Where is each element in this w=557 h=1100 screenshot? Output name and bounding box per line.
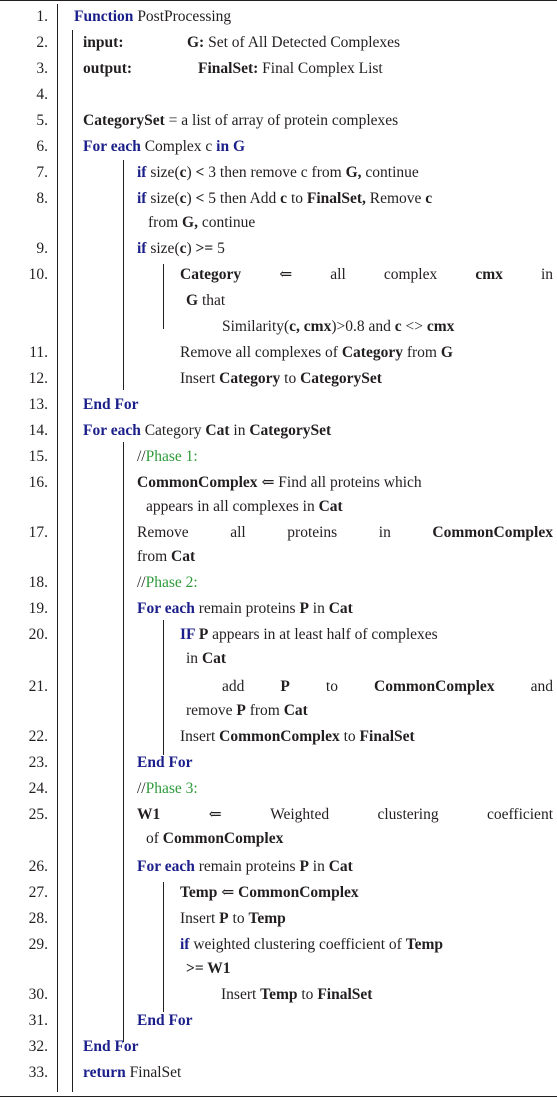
line-21 (0, 674, 557, 700)
statement-text: Remove (365, 190, 426, 207)
variable: c (425, 190, 433, 207)
variable: P (236, 702, 246, 719)
line-24 (0, 776, 557, 802)
line-number: 5. (36, 112, 48, 129)
statement-text: Remove all complexes of (180, 344, 342, 361)
statement-text: in (308, 600, 329, 617)
keyword: IF (180, 626, 195, 643)
variable: c (179, 164, 187, 181)
statement-text: continue (361, 164, 419, 181)
statement-text: FinalSet (125, 1064, 182, 1081)
statement-text: proteins (287, 524, 338, 541)
statement-text: = a list of array of protein complexes (164, 112, 399, 129)
operator: <> (401, 318, 427, 335)
param-name: G: (187, 34, 205, 51)
statement-text: to (280, 370, 301, 387)
line-number: 2. (36, 34, 48, 51)
statement-text: in (186, 650, 202, 667)
line-25-continuation (0, 826, 557, 852)
statement-text: Insert (180, 728, 220, 745)
line-7 (0, 160, 557, 186)
line-number: 25. (28, 806, 48, 823)
line-2 (0, 30, 557, 56)
line-number: 30. (28, 986, 48, 1003)
line-17-continuation (0, 544, 557, 570)
line-33 (0, 1060, 557, 1086)
statement-text: in (378, 524, 391, 541)
line-number: 31. (28, 1012, 48, 1029)
variable: Cat (171, 548, 196, 565)
param-desc: Set of All Detected Complexes (204, 34, 401, 51)
statement-text: ) (186, 164, 196, 181)
statement-text: remain proteins (194, 600, 300, 617)
line-6 (0, 134, 557, 160)
statement-text: weighted clustering coefficient of (189, 936, 406, 953)
variable: CommonComplex (219, 728, 340, 745)
statement-text: complex (383, 266, 438, 283)
variable: P (299, 858, 309, 875)
statement-text: appears in all complexes in (146, 498, 319, 515)
statement-text: to (228, 910, 249, 927)
variable: Cat (328, 600, 353, 617)
line-number: 33. (28, 1064, 48, 1081)
phase-comment: Phase 2: (145, 574, 198, 591)
line-number: 12. (28, 370, 48, 387)
statement-text: 3 then remove c from (204, 164, 346, 181)
keyword: Function (74, 8, 134, 25)
keyword: if (137, 164, 147, 181)
function-name: PostProcessing (133, 8, 232, 25)
assign-arrow: ⇐ (217, 884, 239, 901)
variable: CommonComplex (432, 524, 553, 541)
variable: G, (345, 164, 362, 181)
line-12 (0, 366, 557, 392)
variable: CategorySet (249, 422, 332, 439)
line-number: 23. (28, 754, 48, 771)
line-number: 9. (36, 240, 48, 257)
statement-text: 5 (213, 240, 225, 257)
line-16-continuation (0, 494, 557, 520)
line-3 (0, 56, 557, 82)
keyword: For each (137, 600, 195, 617)
line-number: 32. (28, 1038, 48, 1055)
variable: CommonComplex (137, 474, 258, 491)
statement-text: remove (186, 702, 237, 719)
statement-text: Remove (137, 524, 189, 541)
line-20 (0, 622, 557, 648)
line-20-continuation (0, 646, 557, 672)
keyword: if (137, 240, 147, 257)
statement-text: Similarity( (222, 318, 290, 335)
variable: G (440, 344, 453, 361)
line-23 (0, 750, 557, 776)
variable: Cat (205, 422, 230, 439)
line-10 (0, 262, 557, 288)
phase-comment: Phase 1: (145, 448, 198, 465)
line-5 (0, 108, 557, 134)
statement-text: remain proteins (194, 858, 300, 875)
statement-text: size( (146, 164, 180, 181)
line-9 (0, 236, 557, 262)
statement-text: in (308, 858, 329, 875)
line-number: 27. (28, 884, 48, 901)
line-number: 21. (28, 678, 48, 695)
statement-text: ) (186, 190, 196, 207)
assign-arrow: ⇐ (279, 266, 293, 283)
comment-marker: // (137, 780, 146, 797)
variable: Temp (260, 986, 298, 1003)
variable: Cat (328, 858, 353, 875)
line-17 (0, 520, 557, 546)
variable: Category (341, 344, 403, 361)
line-15 (0, 444, 557, 470)
line-30 (0, 982, 557, 1008)
variable: Cat (283, 702, 308, 719)
keyword: return (83, 1064, 126, 1081)
keyword: For each (83, 422, 141, 439)
line-29-continuation (0, 956, 557, 982)
statement-text: size( (146, 190, 180, 207)
keyword: For each (137, 858, 195, 875)
line-18 (0, 570, 557, 596)
statement-text: that (198, 292, 226, 309)
statement-text: to (287, 190, 307, 207)
keyword: if (180, 936, 190, 953)
line-32 (0, 1034, 557, 1060)
variable: c (179, 190, 187, 207)
line-25 (0, 802, 557, 828)
assign-arrow: ⇐ (208, 806, 222, 823)
variable: P (219, 910, 229, 927)
statement-text: in (540, 266, 553, 283)
line-10-continuation (0, 288, 557, 314)
line-number: 6. (36, 138, 48, 155)
keyword: End For (137, 754, 193, 771)
line-number: 17. (28, 524, 48, 541)
statement-text: Insert (180, 370, 220, 387)
variable: c (394, 318, 402, 335)
line-14 (0, 418, 557, 444)
top-rule (0, 0, 557, 1)
variable: CategorySet (83, 112, 165, 129)
line-number: 24. (28, 780, 48, 797)
line-number: 7. (36, 164, 48, 181)
statement-text: clustering (377, 806, 439, 823)
line-number: 13. (28, 396, 48, 413)
line-number: 18. (28, 574, 48, 591)
statement-text: ⇐ Find all proteins which (257, 474, 422, 491)
line-number: 4. (36, 86, 48, 103)
variable: G, (182, 214, 198, 231)
line-number: 15. (28, 448, 48, 465)
line-number: 22. (28, 728, 48, 745)
variable: FinalSet (317, 986, 373, 1003)
param-name: FinalSet: (198, 60, 259, 77)
variable: G (186, 292, 199, 309)
line-number: 19. (28, 600, 48, 617)
line-8 (0, 186, 557, 212)
bottom-rule (0, 1096, 557, 1097)
line-number: 26. (28, 858, 48, 875)
statement-text: add (222, 678, 245, 695)
line-13 (0, 392, 557, 418)
keyword: End For (137, 1012, 193, 1029)
statement-text: all (230, 524, 246, 541)
line-28 (0, 906, 557, 932)
statement-text: and (530, 678, 553, 695)
keyword: input: (83, 34, 124, 51)
statement-text: Weighted (270, 806, 330, 823)
operator: < (195, 164, 205, 181)
statement-text: continue (197, 214, 256, 231)
line-number: 1. (36, 8, 48, 25)
statement-text: from (402, 344, 441, 361)
keyword: For each (83, 138, 141, 155)
keyword: output: (83, 60, 133, 77)
line-31 (0, 1008, 557, 1034)
keyword: in G (216, 138, 246, 155)
line-4 (0, 82, 557, 108)
line-8-continuation (0, 210, 557, 236)
line-number: 8. (36, 190, 48, 207)
statement-text: from (137, 548, 172, 565)
variable: CommonComplex (162, 830, 284, 847)
statement-text: appears in at least half of complexes (208, 626, 438, 643)
line-10-continuation (0, 314, 557, 340)
line-11 (0, 340, 557, 366)
line-21-continuation (0, 698, 557, 724)
keyword: if (137, 190, 147, 207)
line-number: 10. (28, 266, 48, 283)
line-22 (0, 724, 557, 750)
line-number: 29. (28, 936, 48, 953)
variable: Category (180, 266, 242, 283)
operator: >= (195, 240, 214, 257)
statement-text: ) (186, 240, 196, 257)
keyword: End For (83, 1038, 139, 1055)
statement-text: to (297, 986, 318, 1003)
variable: FinalSet (359, 728, 415, 745)
statement-text: size( (146, 240, 180, 257)
variable: W1 (207, 960, 231, 977)
variable: c, cmx (289, 318, 332, 335)
variable: cmx (426, 318, 455, 335)
variable: cmx (475, 266, 503, 283)
param-desc: Final Complex List (258, 60, 383, 77)
variable: FinalSet, (306, 190, 366, 207)
variable: P (299, 600, 309, 617)
line-number: 3. (36, 60, 48, 77)
variable: CategorySet (300, 370, 382, 387)
variable: Temp (180, 884, 218, 901)
variable: Temp (405, 936, 444, 953)
statement-text: to (325, 678, 338, 695)
line-27 (0, 880, 557, 906)
statement-text: of (146, 830, 163, 847)
line-number: 20. (28, 626, 48, 643)
statement-text: to (339, 728, 360, 745)
statement-text: coefficient (487, 806, 553, 823)
statement-text: in (229, 422, 250, 439)
line-number: 16. (28, 474, 48, 491)
variable: CommonComplex (238, 884, 359, 901)
variable: Cat (201, 650, 227, 667)
line-number: 11. (29, 344, 48, 361)
variable: c (179, 240, 187, 257)
line-number: 14. (28, 422, 48, 439)
variable: Category (219, 370, 281, 387)
variable: c (280, 190, 288, 207)
variable: P (280, 678, 290, 695)
comment-marker: // (137, 448, 146, 465)
variable: CommonComplex (374, 678, 495, 695)
statement-text: 5 then Add (204, 190, 281, 207)
statement-text: all (330, 266, 346, 283)
line-26 (0, 854, 557, 880)
line-number: 28. (28, 910, 48, 927)
statement-text: from (148, 214, 183, 231)
comment-marker: // (137, 574, 146, 591)
variable: Cat (318, 498, 343, 515)
line-19 (0, 596, 557, 622)
statement-text: Complex c (140, 138, 217, 155)
operator: >= (186, 960, 208, 977)
operator: < (195, 190, 205, 207)
variable: W1 (137, 806, 161, 823)
statement-text: Category (140, 422, 206, 439)
statement-text: )>0.8 and (331, 318, 395, 335)
variable: Temp (248, 910, 286, 927)
variable: P (194, 626, 209, 643)
statement-text: Insert (221, 986, 261, 1003)
phase-comment: Phase 3: (145, 780, 198, 797)
line-1 (0, 4, 557, 30)
line-29 (0, 932, 557, 958)
statement-text: Insert (180, 910, 220, 927)
statement-text: from (245, 702, 284, 719)
line-16 (0, 470, 557, 496)
keyword: End For (83, 396, 139, 413)
